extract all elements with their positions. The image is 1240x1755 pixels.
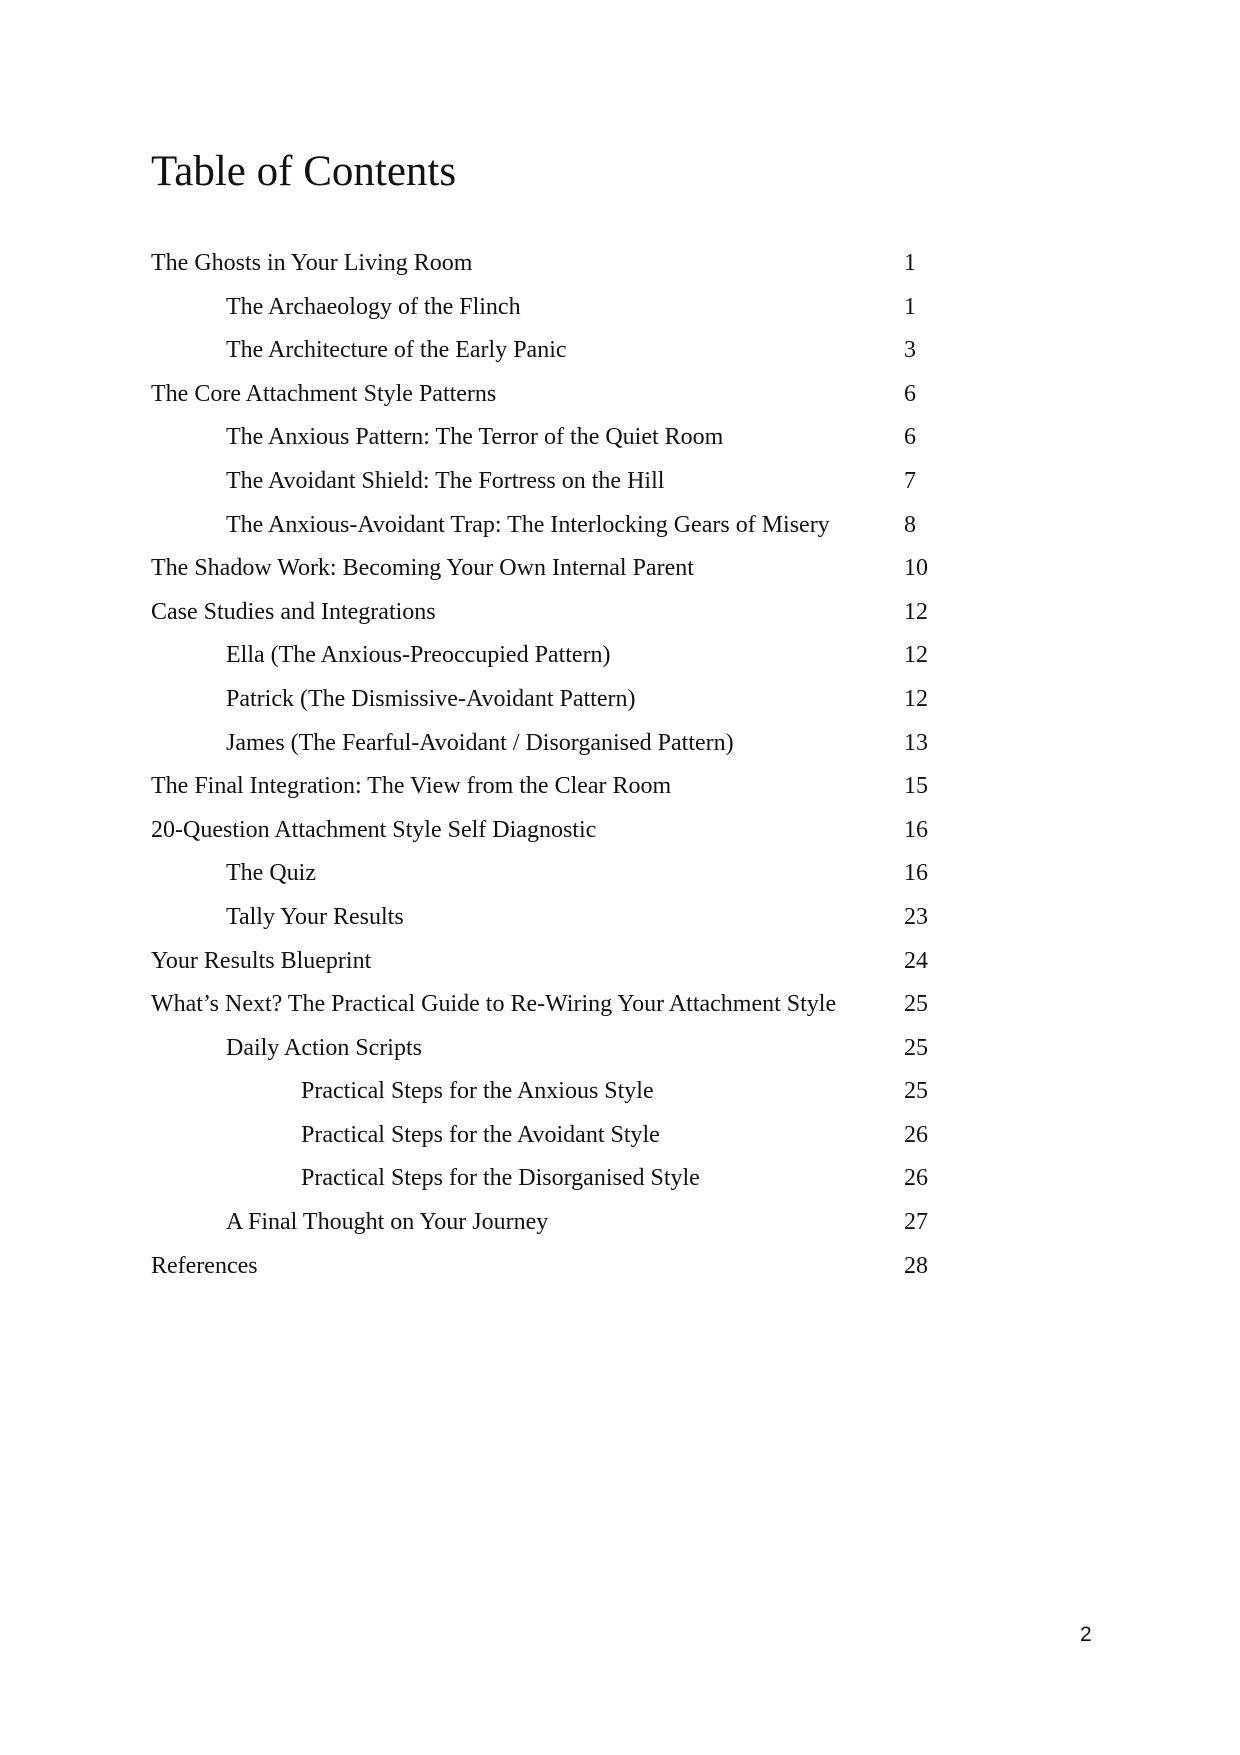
toc-entry-title: Ella (The Anxious-Preoccupied Pattern) <box>226 642 611 669</box>
toc-entry <box>151 1116 951 1160</box>
page-title: Table of Contents <box>151 148 457 195</box>
toc-entry-title: Tally Your Results <box>226 903 404 930</box>
toc-entry-title: Practical Steps for the Anxious Style <box>301 1078 654 1105</box>
toc-entry <box>151 811 951 855</box>
toc-entry-title: Case Studies and Integrations <box>151 598 436 625</box>
toc-entry <box>151 898 951 942</box>
toc-entry <box>151 1029 951 1073</box>
toc-entry-title: The Anxious Pattern: The Terror of the Quiet Room <box>226 424 724 451</box>
toc-entry-page-number: 24 <box>904 947 928 974</box>
toc-entry-title: Your Results Blueprint <box>151 947 372 974</box>
toc-entry-title: The Core Attachment Style Patterns <box>151 380 497 407</box>
toc-entry-title: A Final Thought on Your Journey <box>226 1209 549 1236</box>
toc-entry-title: What’s Next? The Practical Guide to Re-Wiring Your Attachment Style <box>151 991 837 1018</box>
toc-entry-title: Patrick (The Dismissive-Avoidant Pattern) <box>226 685 636 712</box>
toc-entry-page-number: 16 <box>904 860 928 887</box>
toc-entry-page-number: 26 <box>904 1121 928 1148</box>
toc-entry <box>151 331 951 375</box>
toc-entry-title: References <box>151 1252 258 1279</box>
toc-entry <box>151 1247 951 1291</box>
table-of-contents <box>151 244 951 1290</box>
toc-entry <box>151 854 951 898</box>
toc-entry-page-number: 12 <box>904 598 928 625</box>
toc-entry <box>151 1159 951 1203</box>
toc-entry-page-number: 12 <box>904 685 928 712</box>
toc-entry-title: Practical Steps for the Avoidant Style <box>301 1121 660 1148</box>
toc-entry-title: Practical Steps for the Disorganised Style <box>301 1165 700 1192</box>
toc-entry-page-number: 10 <box>904 555 928 582</box>
toc-entry-page-number: 1 <box>904 293 916 320</box>
toc-entry-page-number: 6 <box>904 380 916 407</box>
toc-entry <box>151 288 951 332</box>
toc-entry-page-number: 23 <box>904 903 928 930</box>
toc-entry-page-number: 16 <box>904 816 928 843</box>
toc-entry-page-number: 8 <box>904 511 916 538</box>
toc-entry-title: The Anxious-Avoidant Trap: The Interlocking Gears of Misery <box>226 511 830 538</box>
toc-entry <box>151 767 951 811</box>
toc-entry-title: James (The Fearful-Avoidant / Disorganised Pattern) <box>226 729 734 756</box>
toc-entry <box>151 942 951 986</box>
page-number: 2 <box>1080 1623 1092 1646</box>
toc-entry <box>151 985 951 1029</box>
toc-entry-page-number: 25 <box>904 991 928 1018</box>
toc-entry-title: The Shadow Work: Becoming Your Own Internal Parent <box>151 555 694 582</box>
toc-entry-page-number: 25 <box>904 1078 928 1105</box>
toc-entry-title: The Avoidant Shield: The Fortress on the Hill <box>226 467 665 494</box>
toc-entry <box>151 680 951 724</box>
toc-entry <box>151 375 951 419</box>
toc-entry-title: 20-Question Attachment Style Self Diagnostic <box>151 816 597 843</box>
toc-entry <box>151 636 951 680</box>
toc-entry <box>151 1072 951 1116</box>
toc-entry-page-number: 28 <box>904 1252 928 1279</box>
toc-entry <box>151 593 951 637</box>
toc-entry-page-number: 3 <box>904 337 916 364</box>
toc-entry-page-number: 15 <box>904 773 928 800</box>
toc-entry <box>151 724 951 768</box>
toc-entry-page-number: 25 <box>904 1034 928 1061</box>
toc-entry <box>151 244 951 288</box>
toc-entry <box>151 462 951 506</box>
toc-entry-page-number: 1 <box>904 250 916 276</box>
toc-entry <box>151 1203 951 1247</box>
toc-entry-page-number: 26 <box>904 1165 928 1192</box>
toc-entry-page-number: 27 <box>904 1209 928 1236</box>
toc-entry-page-number: 7 <box>904 467 916 494</box>
toc-entry-title: The Quiz <box>226 860 316 887</box>
toc-entry <box>151 549 951 593</box>
toc-entry-page-number: 12 <box>904 642 928 669</box>
toc-entry-title: The Archaeology of the Flinch <box>226 293 521 320</box>
toc-entry-page-number: 6 <box>904 424 916 451</box>
toc-entry-page-number: 13 <box>904 729 928 756</box>
toc-entry-title: The Architecture of the Early Panic <box>226 337 567 364</box>
toc-entry <box>151 506 951 550</box>
toc-entry-title: The Final Integration: The View from the Clear Room <box>151 773 672 800</box>
toc-entry-title: Daily Action Scripts <box>226 1034 422 1061</box>
toc-entry-title: The Ghosts in Your Living Room <box>151 250 473 276</box>
toc-entry <box>151 418 951 462</box>
